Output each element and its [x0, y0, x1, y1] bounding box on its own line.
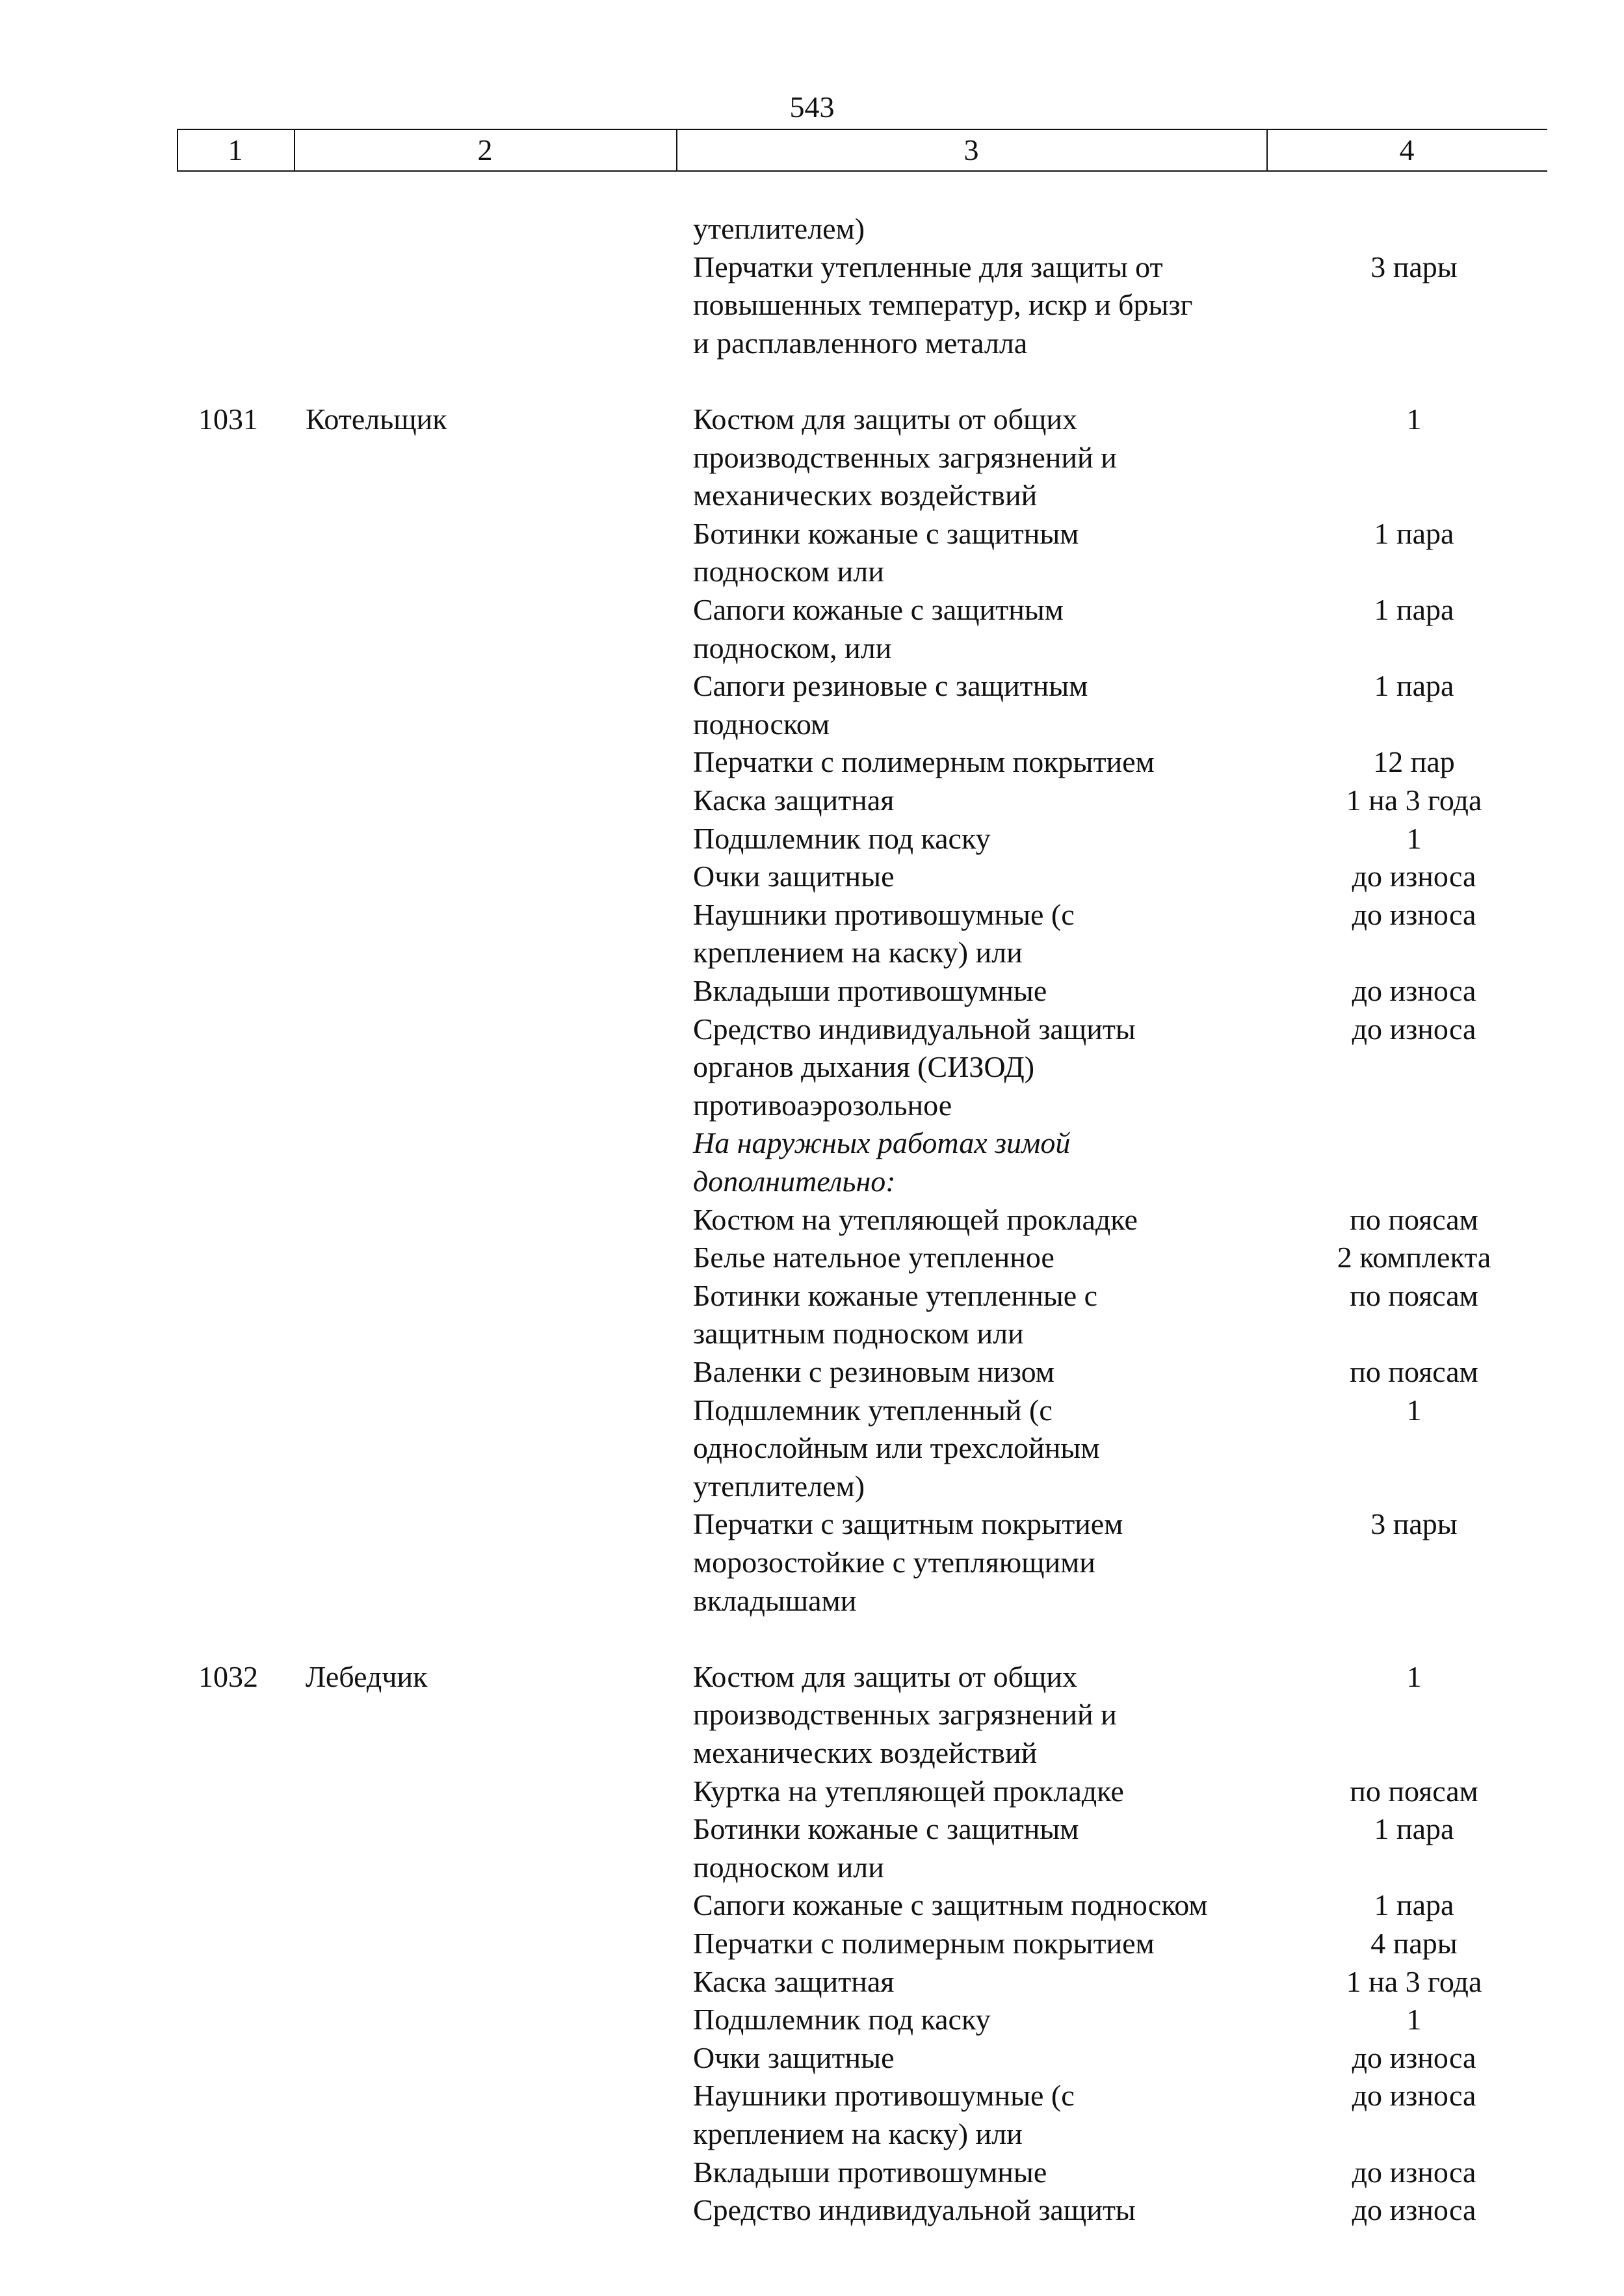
issue-norm: 4 пары — [1370, 1927, 1458, 1960]
ppe-description: Перчатки с защитным покрытием — [693, 1507, 1123, 1540]
ppe-description: Средство индивидуальной защиты — [693, 2193, 1136, 2226]
issue-norm: 1 пара — [1374, 593, 1454, 626]
issue-norm: до износа — [1352, 2079, 1476, 2112]
issue-norm: по поясам — [1350, 1775, 1478, 1808]
ppe-description: утеплителем) — [693, 1470, 865, 1503]
ppe-description: защитным подноском или — [693, 1317, 1024, 1350]
ppe-description: однослойным или трехслойным — [693, 1431, 1100, 1464]
ppe-description: дополнительно: — [693, 1165, 896, 1198]
ppe-description: Ботинки кожаные утепленные с — [693, 1279, 1098, 1312]
issue-norm: 1 — [1406, 1393, 1422, 1427]
ppe-description: Костюм для защиты от общих — [693, 1660, 1078, 1693]
table-header — [177, 129, 1547, 172]
issue-norm: 1 — [1406, 2003, 1422, 2036]
header-col-2: 2 — [477, 133, 493, 166]
header-col-3: 3 — [963, 133, 979, 166]
ppe-description: производственных загрязнений и — [693, 441, 1117, 474]
issue-norm: до износа — [1352, 2193, 1476, 2226]
ppe-description: вкладышами — [693, 1584, 857, 1617]
issue-norm: 1 — [1406, 402, 1422, 436]
ppe-description: Вкладыши противошумные — [693, 2156, 1047, 2189]
ppe-description: механических воздействий — [693, 1736, 1038, 1769]
ppe-description: Ботинки кожаные с защитным — [693, 517, 1079, 550]
issue-norm: 1 на 3 года — [1346, 1965, 1482, 1998]
ppe-description: Белье нательное утепленное — [693, 1241, 1054, 1274]
issue-norm: 1 пара — [1374, 1812, 1454, 1845]
ppe-description: утеплителем) — [693, 212, 865, 245]
ppe-description: Очки защитные — [693, 860, 895, 893]
item-number: 1031 — [198, 402, 258, 436]
issue-norm: 12 пар — [1373, 745, 1455, 778]
issue-norm: 2 комплекта — [1337, 1241, 1491, 1274]
ppe-description: Каска защитная — [693, 784, 895, 817]
header-col-4: 4 — [1399, 133, 1415, 166]
ppe-description: Сапоги кожаные с защитным — [693, 593, 1064, 626]
ppe-description: Костюм для защиты от общих — [693, 402, 1078, 436]
ppe-description: На наружных работах зимой — [693, 1126, 1071, 1159]
ppe-description: противоаэрозольное — [693, 1089, 952, 1122]
issue-norm: 3 пары — [1370, 1507, 1458, 1540]
issue-norm: до износа — [1352, 974, 1476, 1007]
issue-norm: до износа — [1352, 860, 1476, 893]
issue-norm: 1 — [1406, 1660, 1422, 1693]
ppe-description: Перчатки с полимерным покрытием — [693, 745, 1155, 778]
ppe-description: креплением на каску) или — [693, 936, 1023, 969]
ppe-description: Каска защитная — [693, 1965, 895, 1998]
issue-norm: по поясам — [1350, 1355, 1478, 1388]
ppe-description: производственных загрязнений и — [693, 1698, 1117, 1731]
ppe-description: Перчатки с полимерным покрытием — [693, 1927, 1155, 1960]
ppe-description: Наушники противошумные (с — [693, 898, 1075, 931]
issue-norm: 3 пары — [1370, 250, 1458, 284]
ppe-description: и расплавленного металла — [693, 326, 1028, 360]
ppe-description: подноском или — [693, 1851, 884, 1884]
issue-norm: до износа — [1352, 898, 1476, 931]
ppe-description: креплением на каску) или — [693, 2117, 1023, 2150]
ppe-description: повышенных температур, искр и брызг — [693, 288, 1193, 321]
issue-norm: 1 на 3 года — [1346, 784, 1482, 817]
ppe-description: органов дыхания (СИЗОД) — [693, 1050, 1035, 1083]
profession-name: Лебедчик — [306, 1660, 428, 1693]
ppe-description: морозостойкие с утепляющими — [693, 1546, 1095, 1579]
ppe-description: подноском, или — [693, 631, 892, 665]
issue-norm: 1 пара — [1374, 1888, 1454, 1921]
ppe-description: подноском — [693, 707, 830, 741]
issue-norm: до износа — [1352, 2041, 1476, 2074]
profession-name: Котельщик — [306, 402, 447, 436]
ppe-description: Сапоги резиновые с защитным — [693, 669, 1088, 702]
issue-norm: 1 пара — [1374, 669, 1454, 702]
ppe-description: Подшлемник утепленный (с — [693, 1393, 1053, 1427]
item-number: 1032 — [198, 1660, 258, 1693]
header-col-1: 1 — [228, 133, 243, 166]
issue-norm: 1 пара — [1374, 517, 1454, 550]
ppe-description: Куртка на утепляющей прокладке — [693, 1775, 1124, 1808]
ppe-description: Подшлемник под каску — [693, 2003, 991, 2036]
issue-norm: по поясам — [1350, 1279, 1478, 1312]
ppe-description: механических воздействий — [693, 479, 1038, 512]
ppe-description: Наушники противошумные (с — [693, 2079, 1075, 2112]
ppe-description: Вкладыши противошумные — [693, 974, 1047, 1007]
ppe-description: Сапоги кожаные с защитным подноском — [693, 1888, 1208, 1921]
issue-norm: до износа — [1352, 1012, 1476, 1046]
issue-norm: по поясам — [1350, 1203, 1478, 1236]
issue-norm: 1 — [1406, 822, 1422, 855]
ppe-description: подноском или — [693, 555, 884, 588]
issue-norm: до износа — [1352, 2156, 1476, 2189]
ppe-description: Подшлемник под каску — [693, 822, 991, 855]
ppe-description: Ботинки кожаные с защитным — [693, 1812, 1079, 1845]
ppe-description: Перчатки утепленные для защиты от — [693, 250, 1163, 284]
ppe-description: Валенки с резиновым низом — [693, 1355, 1054, 1388]
ppe-description: Средство индивидуальной защиты — [693, 1012, 1136, 1046]
page-number: 543 — [789, 90, 835, 124]
ppe-description: Костюм на утепляющей прокладке — [693, 1203, 1138, 1236]
ppe-description: Очки защитные — [693, 2041, 895, 2074]
